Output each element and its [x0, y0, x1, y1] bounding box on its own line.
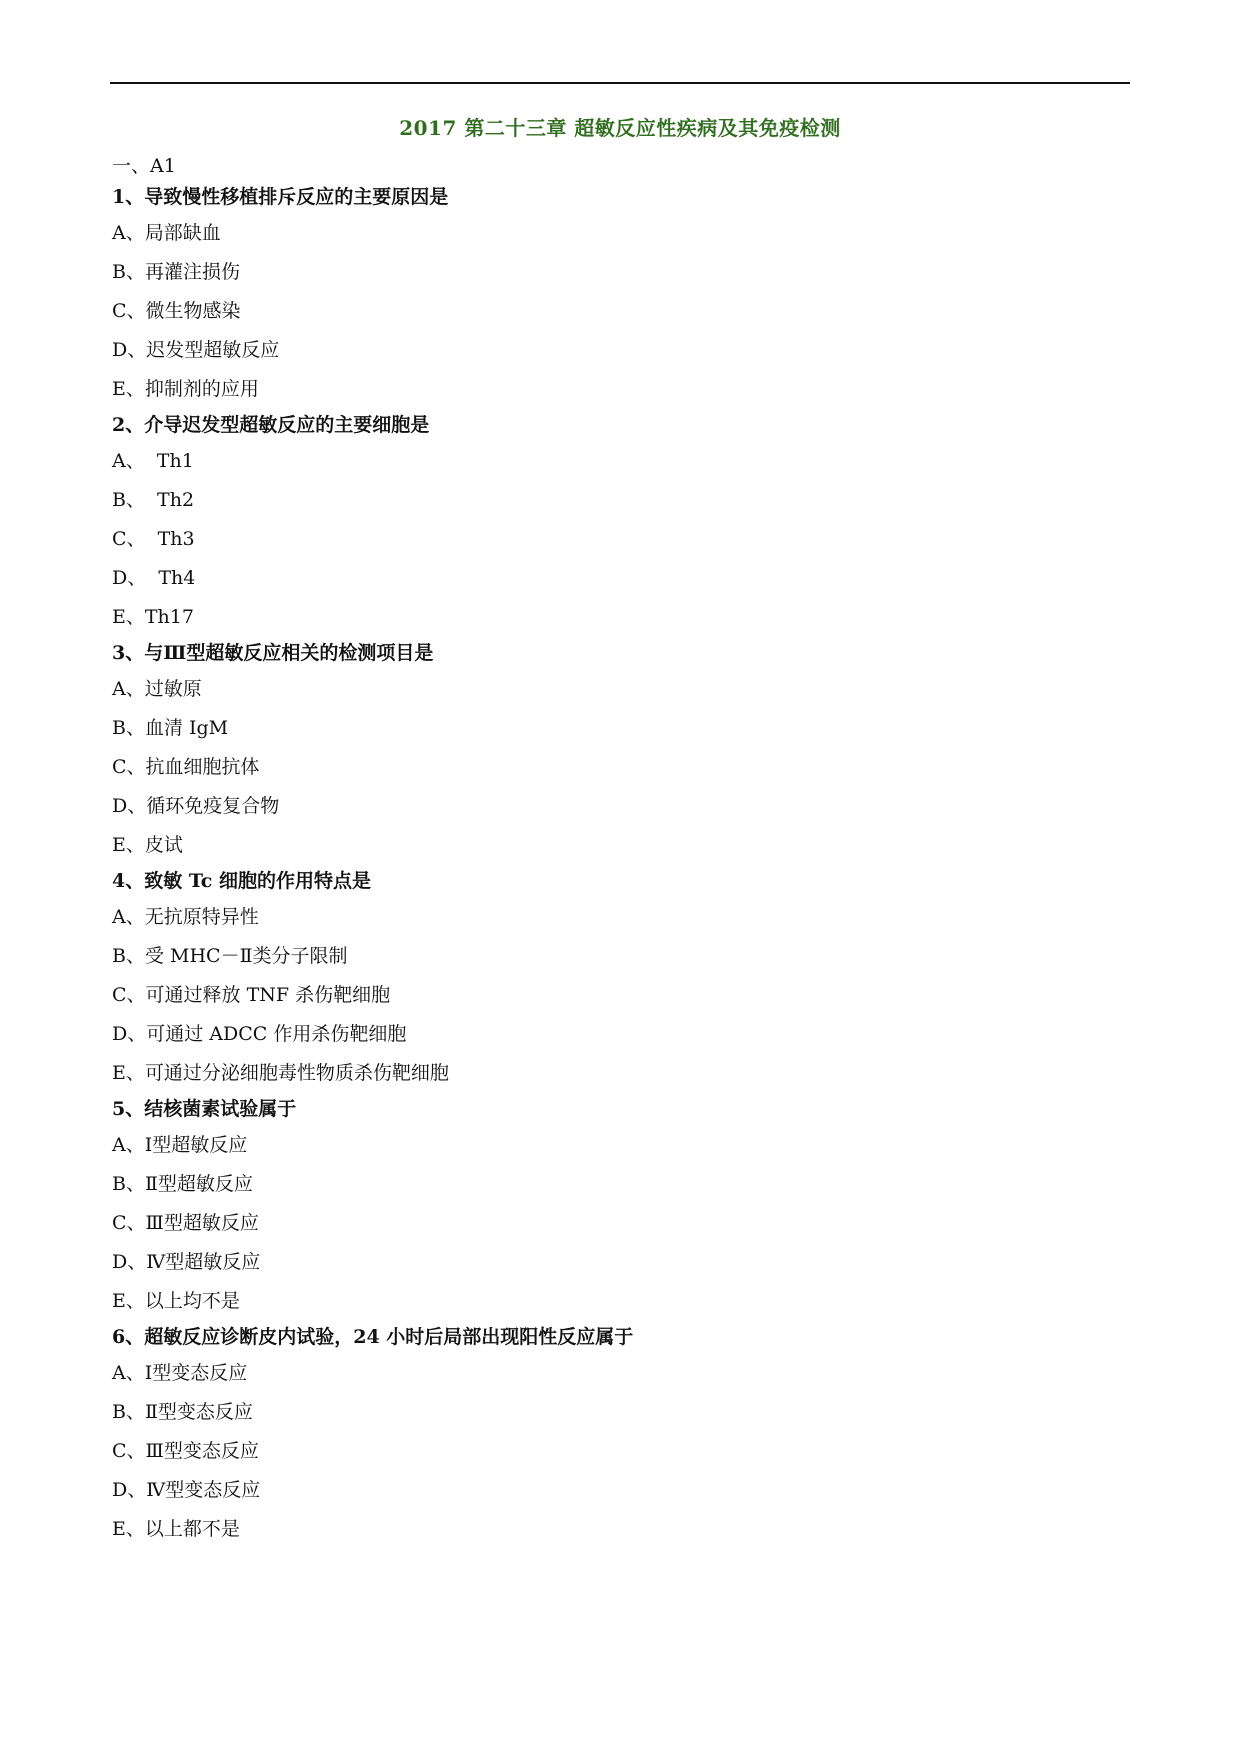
question-block — [112, 1321, 1122, 1549]
answer-option: D、Ⅳ型变态反应 — [112, 1479, 261, 1501]
answer-option: B、再灌注损伤 — [112, 261, 240, 283]
question-block — [112, 409, 1122, 637]
answer-option: C、可通过释放 TNF 杀伤靶细胞 — [112, 984, 391, 1006]
section-label: 一、A1 — [112, 155, 176, 177]
answer-option: D、可通过 ADCC 作用杀伤靶细胞 — [112, 1023, 407, 1045]
question-block — [112, 637, 1122, 865]
answer-option: E、可通过分泌细胞毒性物质杀伤靶细胞 — [112, 1062, 449, 1084]
answer-option: B、血清 IgM — [112, 717, 229, 739]
answer-option: D、Ⅳ型超敏反应 — [112, 1251, 261, 1273]
answer-option: C、抗血细胞抗体 — [112, 756, 260, 778]
answer-option: E、Th17 — [112, 606, 194, 628]
question-block — [112, 181, 1122, 409]
answer-option: A、过敏原 — [112, 678, 202, 700]
answer-option: C、 Th3 — [112, 528, 195, 550]
answer-option: B、 Th2 — [112, 489, 195, 511]
question-text: 5、结核菌素试验属于 — [112, 1098, 297, 1120]
document-title: 2017 第二十三章 超敏反应性疾病及其免疫检测 — [399, 116, 841, 140]
answer-option: E、以上都不是 — [112, 1518, 240, 1540]
answer-option: D、 Th4 — [112, 567, 196, 589]
answer-option: E、以上均不是 — [112, 1290, 240, 1312]
answer-option: B、Ⅱ型变态反应 — [112, 1401, 253, 1423]
answer-option: A、Ⅰ型变态反应 — [112, 1362, 248, 1384]
answer-option: E、皮试 — [112, 834, 183, 856]
answer-option: D、迟发型超敏反应 — [112, 339, 280, 361]
answer-option: A、局部缺血 — [112, 222, 221, 244]
question-block — [112, 865, 1122, 1093]
answer-option: B、受 MHC－Ⅱ类分子限制 — [112, 945, 348, 967]
question-text: 3、与Ⅲ型超敏反应相关的检测项目是 — [112, 642, 434, 664]
answer-option: A、无抗原特异性 — [112, 906, 259, 928]
answer-option: D、循环免疫复合物 — [112, 795, 280, 817]
answer-option: A、 Th1 — [112, 450, 194, 472]
answer-option: B、Ⅱ型超敏反应 — [112, 1173, 253, 1195]
question-text: 4、致敏 Tc 细胞的作用特点是 — [112, 870, 371, 892]
question-text: 6、超敏反应诊断皮内试验，24 小时后局部出现阳性反应属于 — [112, 1326, 634, 1348]
answer-option: E、抑制剂的应用 — [112, 378, 259, 400]
question-block — [112, 1093, 1122, 1321]
answer-option: A、Ⅰ型超敏反应 — [112, 1134, 248, 1156]
answer-option: C、Ⅲ型超敏反应 — [112, 1212, 259, 1234]
question-text: 1、导致慢性移植排斥反应的主要原因是 — [112, 186, 449, 208]
answer-option: C、Ⅲ型变态反应 — [112, 1440, 259, 1462]
header-rule — [110, 82, 1130, 84]
question-list — [112, 181, 1122, 1549]
question-text: 2、介导迟发型超敏反应的主要细胞是 — [112, 414, 430, 436]
answer-option: C、微生物感染 — [112, 300, 241, 322]
